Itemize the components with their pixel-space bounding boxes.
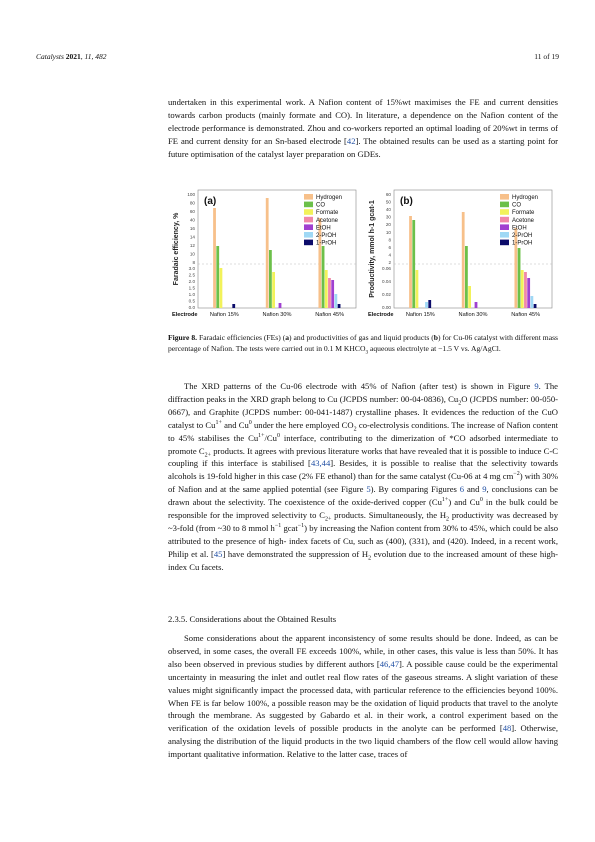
panel-tag: (b) xyxy=(400,196,413,207)
legend-label: Hydrogen xyxy=(512,195,539,201)
bar-formate xyxy=(521,270,524,308)
bar-formate xyxy=(416,270,419,308)
bar-etoh xyxy=(331,280,334,308)
figure-8 xyxy=(170,186,560,324)
bar-formate xyxy=(272,272,275,308)
y-tick-label: 8 xyxy=(388,237,391,243)
bar-hydrogen xyxy=(409,216,412,308)
bar-2-proh xyxy=(530,296,533,308)
y-tick-label: 40 xyxy=(385,207,391,213)
legend-swatch xyxy=(304,194,313,200)
y-tick-label: 0.02 xyxy=(382,292,391,297)
bar-hydrogen xyxy=(266,198,269,308)
bar-co xyxy=(465,246,468,308)
bar-acetone xyxy=(328,278,331,308)
y-tick-label: 2.0 xyxy=(188,279,195,284)
legend-swatch xyxy=(304,232,313,238)
bar-formate xyxy=(468,286,471,308)
x-tick-label: Nafion 45% xyxy=(511,312,541,318)
legend-swatch xyxy=(304,202,313,208)
legend-label: Formate xyxy=(316,210,339,217)
x-tick-label: Nafion 30% xyxy=(262,312,292,318)
y-tick-label: 1.5 xyxy=(188,285,195,291)
bar-formate xyxy=(220,268,223,308)
y-axis-label: Faradaic efficiency, % xyxy=(173,212,180,286)
figure-caption: Figure 8. Faradaic efficiencies (FEs) (a) and productivities of gas and liquid products (b) for Cu-06 catalyst with different mass percentage of Nafion. The tests were carried out in 0.1 M $KHCO_3$ aqueous electrolyte at −1.5 V vs. Ag/AgCl. xyxy=(168,333,558,356)
y-tick-label: 60 xyxy=(385,192,391,197)
y-tick-label: 40 xyxy=(189,217,195,223)
bar-2-proh xyxy=(334,294,337,308)
bar-hydrogen xyxy=(213,208,216,308)
x-tick-label: Nafion 15% xyxy=(405,312,435,318)
y-tick-label: 100 xyxy=(187,192,195,197)
legend-label: 2-PrOH xyxy=(512,233,533,239)
y-tick-label: 3.0 xyxy=(188,266,195,271)
y-tick-label: 10 xyxy=(189,251,195,257)
y-tick-label: 80 xyxy=(189,200,195,206)
intro-text: undertaken in this experimental work. A Nafion content of 15%wt maximises the FE and current densities towards carbon products (mainly formate and CO). In literature, a dependence on the Nafion content of the electrode performance is demonstrated. Zhou and co-workers reported an optimal loading of 20%wt in terms of FE and current density for an Sn-based electrode [42]. The obtained results can be used as a starting point for future optimisation of the catalyst layer preparation on GDEs. xyxy=(168,97,558,159)
y-axis-label: Productivity, mmol h-1 gcat-1 xyxy=(369,200,376,298)
bar-formate xyxy=(325,270,328,308)
legend-swatch xyxy=(500,224,509,230)
legend-label: 2-PrOH xyxy=(316,233,337,239)
legend-label: CO xyxy=(316,202,325,209)
xrd-paragraph xyxy=(168,380,558,574)
legend-swatch xyxy=(500,194,509,200)
y-tick-label: 50 xyxy=(385,199,391,205)
y-tick-label: 20 xyxy=(385,222,391,228)
bar-2-proh xyxy=(425,302,428,308)
panel-tag: (a) xyxy=(204,196,217,207)
legend-swatch xyxy=(304,217,313,223)
x-tick-label: Nafion 15% xyxy=(209,312,239,318)
bar-co xyxy=(269,250,272,308)
bar-etoh xyxy=(475,302,478,308)
legend-swatch xyxy=(500,217,509,223)
bar-1-proh xyxy=(338,304,341,308)
intro-paragraph xyxy=(168,96,558,161)
bar-co xyxy=(412,220,415,308)
bar-1-proh xyxy=(428,300,431,308)
x-axis-label: Electrode xyxy=(172,312,198,318)
y-tick-label: 8 xyxy=(192,260,195,265)
xrd-text: The XRD patterns of the Cu-06 electrode with 45% of Nafion (after test) is shown in Figure 9. The diffraction peaks in the XRD graph belong to Cu (JCPDS number: 00-04-0836), $Cu_2O$ (JCPDS number: 00-050-0667), and Graphite (JCPDS number: 00-041-1487) crystalline phases. It evidences the reduction of the CuO catalyst to $Cu^{1+}$ and Cu$^0$ under the here employed $CO_2$ co-electrolysis conditions. The increase of Nafion content to 45% stabilises the $Cu^{1+}/Cu^0$ interface, contributing to the dimerization of *CO adsorbed intermediate to promote $C_{2+}$ products. It agrees with previous literature works that have revealed that it is possible to induce C-C coupling if this interface is stabilised [43,44]. Besides, it is possible to realise that the selectivity towards alcohols is 19-fold higher in this case (2% FE ethanol) than for the same catalyst (Cu-06 at 4 mg $cm^{-2}$) with 30% of Nafion and at the same applied potential (see Figure 5). By comparing Figures 6 and 9, conclusions can be drawn about the selectivity. The coexistence of the oxide-derived copper $(Cu^{1+})$ and Cu$^0$ in the bulk could be responsible for the improved selectivity to $C_{2+}$ products. Simultaneously, the $H_2$ productivity was decreased by ~3-fold (from ~30 to 8 mmol $h^{-1}$ gcat$^{-1}$) by increasing the Nafion content from 30% to 45%, which could be also attributed to the presence of high- index facets of Cu, such as (400), (331), and (420). Indeed, in a recent work, Philip et al. [45] have demonstrated the suppression of $H_2$ evolution due to the increased amount of these high-index Cu facets. xyxy=(168,381,559,572)
bar-co xyxy=(216,246,219,308)
x-axis-label: Electrode xyxy=(368,312,394,318)
y-tick-label: 12 xyxy=(189,243,195,248)
legend-label: 1-PrOH xyxy=(316,240,337,247)
legend-swatch xyxy=(500,209,509,215)
y-tick-label: 0.0 xyxy=(188,305,195,310)
y-tick-label: 30 xyxy=(385,214,391,220)
journal-citation: Catalysts 2021, 11, 482 xyxy=(36,52,107,61)
bar-hydrogen xyxy=(318,218,321,308)
bar-etoh xyxy=(527,278,530,308)
bar-1-proh xyxy=(534,304,537,308)
figure-8-charts xyxy=(170,186,560,324)
legend-label: Acetone xyxy=(316,217,339,224)
section-paragraph xyxy=(168,632,558,761)
legend-label: Formate xyxy=(512,210,535,217)
y-tick-label: 4 xyxy=(388,252,391,258)
legend-swatch xyxy=(304,240,313,246)
section-text: Some considerations about the apparent inconsistency of some results should be done. Indeed, as can be observed, in some cases, the overall FE exceeds 100%, while, in other cases, this value is less than 50%. It has also been observed in previous studies by different authors [46,47]. A possible cause could be the experimental uncertainty in measuring the inlet and outlet real flow rates of the gaseous streams. A slight variation of these values might significantly impact the processed data, with particular reference to the efficiencies beyond 100%. When FE is far below 100%, a possible reason may be the oxidation of liquid products that travel to the anolyte through the membrane. As suggested by Gabardo et al. in their work, a control experiment based on the verification of the oxidation levels of possible products in the anolyte can be performed [48]. Otherwise, analysing the distribution of the liquid products in the two liquid chambers of the flow cell would allow having important qualitative information. Relative to the latter case, traces of xyxy=(168,633,559,760)
legend-label: CO xyxy=(512,202,521,209)
y-tick-label: 16 xyxy=(189,226,195,231)
legend-swatch xyxy=(304,209,313,215)
y-tick-label: 0.06 xyxy=(382,266,391,271)
y-tick-label: 0.00 xyxy=(382,305,391,310)
section-2-3-5 xyxy=(168,614,558,624)
y-tick-label: 6 xyxy=(388,244,391,250)
y-tick-label: 0.04 xyxy=(382,279,391,284)
legend-label: EtOH xyxy=(316,225,331,232)
y-tick-label: 2 xyxy=(388,260,391,265)
legend-label: Hydrogen xyxy=(316,195,343,201)
bar-acetone xyxy=(524,272,527,308)
bar-1-proh xyxy=(232,304,235,308)
x-tick-label: Nafion 30% xyxy=(458,312,488,318)
x-tick-label: Nafion 45% xyxy=(315,312,345,318)
legend-swatch xyxy=(500,202,509,208)
y-tick-label: 1.0 xyxy=(188,292,195,297)
bar-etoh xyxy=(279,303,282,308)
y-tick-label: 2.5 xyxy=(188,272,195,278)
bar-co xyxy=(518,248,521,308)
y-tick-label: 10 xyxy=(385,229,391,235)
bar-co xyxy=(322,246,325,308)
legend-label: Acetone xyxy=(512,217,535,224)
y-tick-label: 60 xyxy=(189,209,195,214)
legend-label: 1-PrOH xyxy=(512,240,533,247)
y-tick-label: 14 xyxy=(189,234,195,240)
section-title: 2.3.5. Considerations about the Obtained Results xyxy=(168,614,337,624)
page-number: 11 of 19 xyxy=(534,52,559,61)
legend-swatch xyxy=(500,232,509,238)
legend-swatch xyxy=(304,224,313,230)
legend-label: EtOH xyxy=(512,225,527,232)
y-tick-label: 0.5 xyxy=(188,298,195,304)
page-header xyxy=(36,52,559,66)
legend-swatch xyxy=(500,240,509,246)
bar-hydrogen xyxy=(462,212,465,308)
